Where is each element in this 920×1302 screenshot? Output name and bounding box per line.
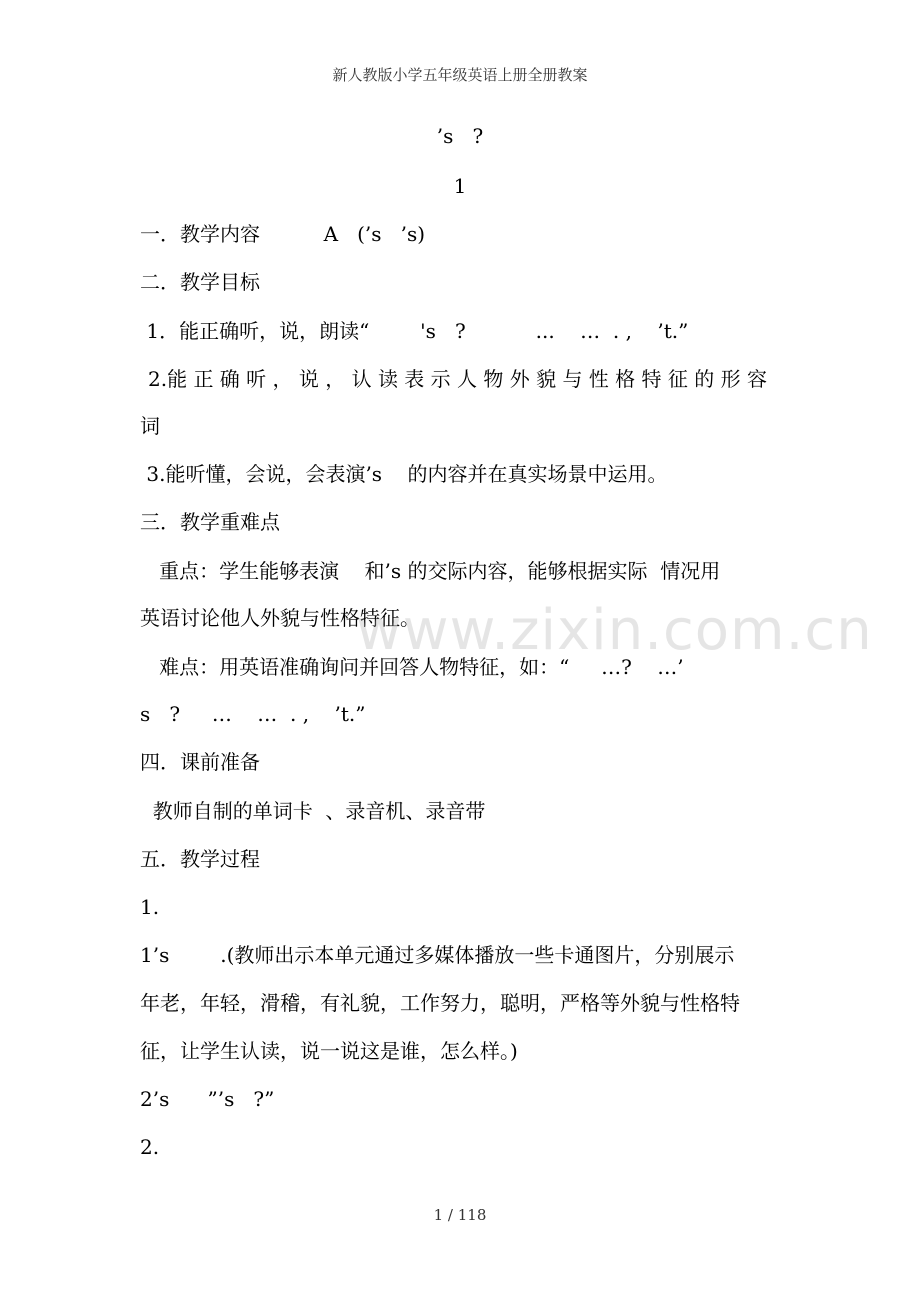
goal-item-1: 1．能正确听，说，朗读“ 's ? ... … . , ’t.” <box>140 319 689 343</box>
document-header: 新人教版小学五年级英语上册全册教案 <box>332 66 588 84</box>
key-point-text-cont: 英语讨论他人外貌与性格特征。 <box>140 606 420 630</box>
lesson-title: ’s ? <box>436 124 484 148</box>
goal-item-2-cont: 词 <box>140 414 160 438</box>
section-goals-heading: 二．教学目标 <box>140 270 260 294</box>
key-point-text: 重点：学生能够表演 和’s 的交际内容，能够根据实际 情况用 <box>140 559 721 583</box>
section-content-heading: 一．教学内容 A (’s ’s) <box>140 222 426 246</box>
process-substep-1-end: 征，让学生认读，说一说这是谁，怎么样。) <box>140 1039 518 1063</box>
section-preparation-heading: 四．课前准备 <box>140 750 260 774</box>
difficult-point-text: 难点：用英语准确询问并回答人物特征，如：“ …? …’ <box>140 655 684 679</box>
page-number: 1 / 118 <box>433 1206 487 1224</box>
process-substep-2: 2’s ”’s ?” <box>140 1087 275 1111</box>
section-process-heading: 五．教学过程 <box>140 847 260 871</box>
difficult-point-text-cont: s ? … … . , ’t.” <box>140 702 366 726</box>
process-substep-1-cont: 年老，年轻，滑稽，有礼貌，工作努力，聪明，严格等外貌与性格特 <box>140 991 740 1015</box>
watermark: www.zixin.com.cn <box>356 598 873 663</box>
unit-number: 1 <box>453 174 467 198</box>
preparation-text: 教师自制的单词卡 、录音机、录音带 <box>140 799 486 823</box>
section-difficulty-heading: 三．教学重难点 <box>140 510 280 534</box>
goal-item-3: 3.能听懂，会说，会表演’s 的内容并在真实场景中运用。 <box>140 462 668 486</box>
process-step-1: 1. <box>140 895 160 919</box>
goal-item-2: 2.能 正 确 听 ， 说 ， 认 读 表 示 人 物 外 貌 与 性 格 特 征 的 形 容 <box>148 367 767 391</box>
process-step-2: 2. <box>140 1135 160 1159</box>
process-substep-1: 1’s .(教师出示本单元通过多媒体播放一些卡通图片，分别展示 <box>140 943 735 967</box>
